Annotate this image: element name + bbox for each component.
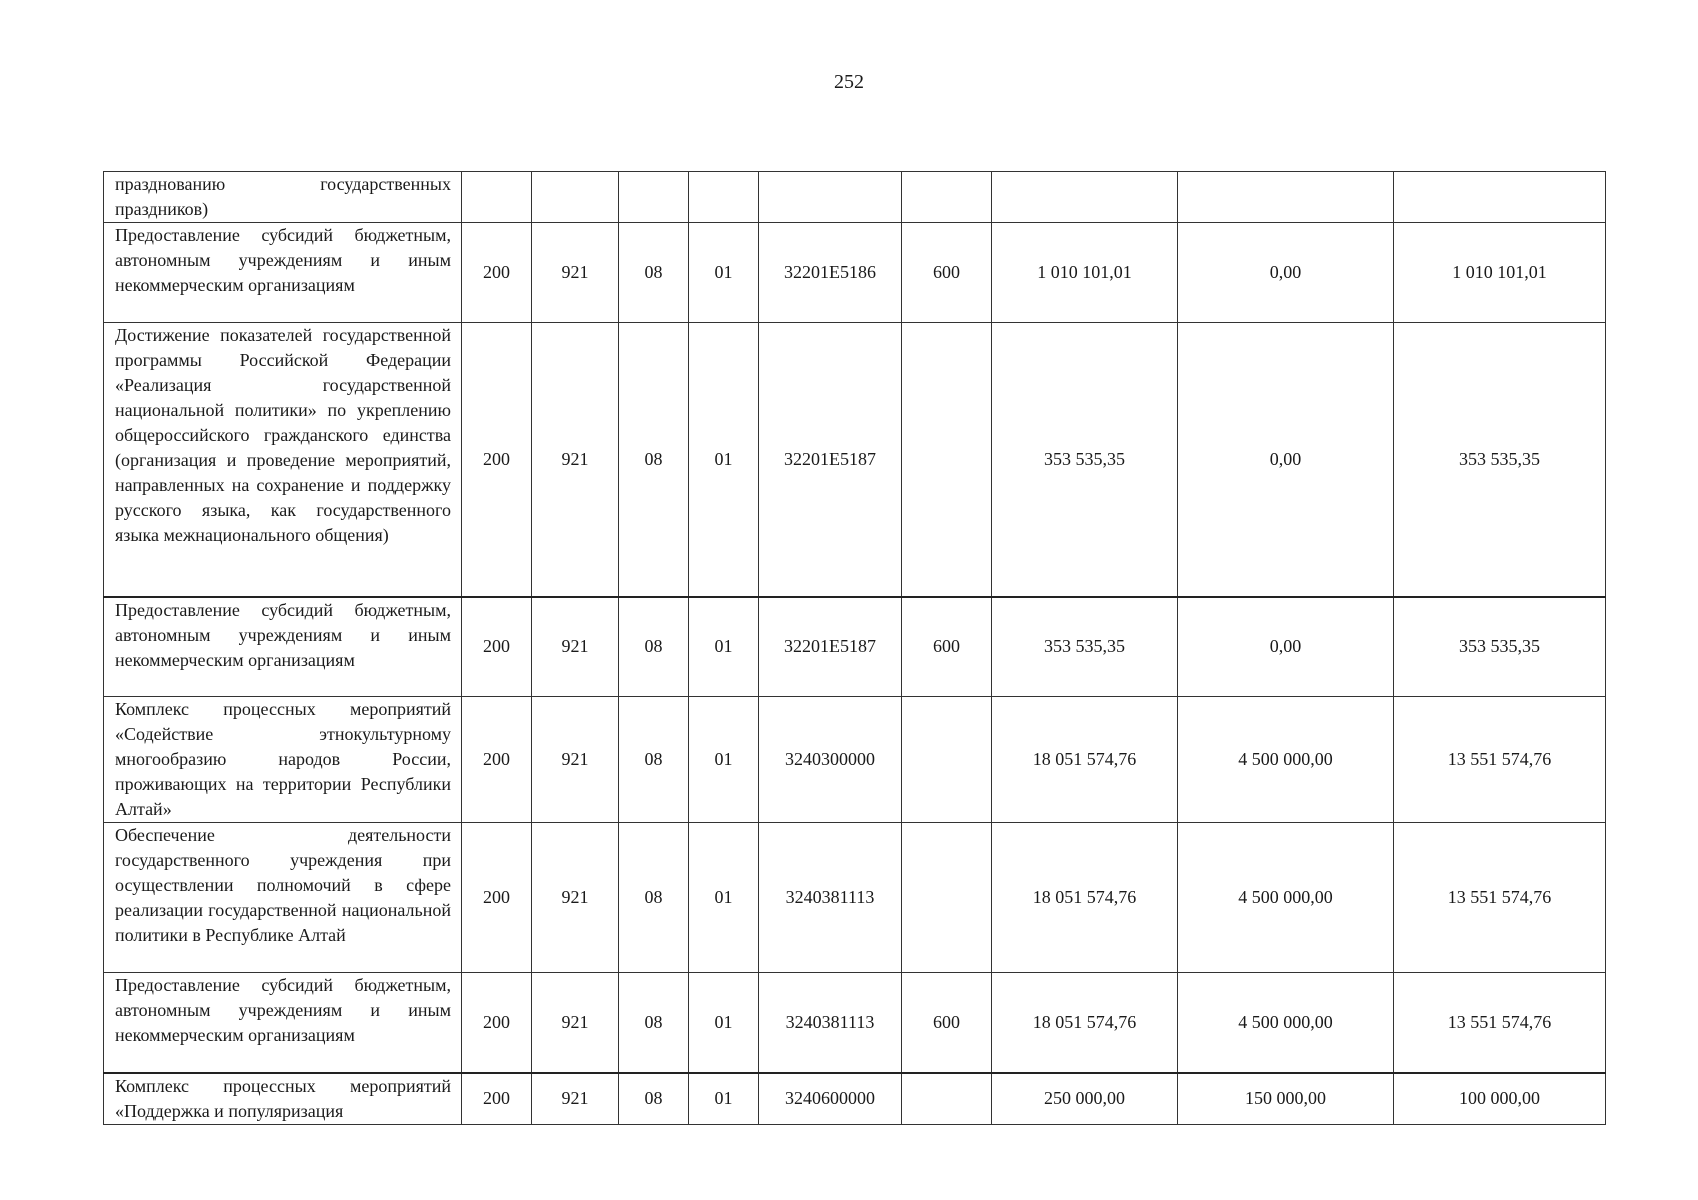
cell-gp: 200 <box>462 973 532 1073</box>
cell-csr: 3240381113 <box>759 823 902 973</box>
cell-grbs: 921 <box>532 973 619 1073</box>
cell-csr: 3240381113 <box>759 973 902 1073</box>
cell-vr: 600 <box>902 223 992 323</box>
table-row <box>104 973 1606 1073</box>
cell-federal: 0,00 <box>1178 597 1394 697</box>
cell-federal: 4 500 000,00 <box>1178 697 1394 823</box>
cell-csr <box>759 172 902 223</box>
cell-grbs: 921 <box>532 823 619 973</box>
table-row <box>104 172 1606 223</box>
row-description: празднованию государственных праздников) <box>104 172 462 223</box>
cell-rz: 08 <box>619 223 689 323</box>
cell-vr <box>902 823 992 973</box>
cell-grbs <box>532 172 619 223</box>
cell-rz <box>619 172 689 223</box>
cell-regional: 1 010 101,01 <box>1394 223 1606 323</box>
cell-csr: 32201E5187 <box>759 597 902 697</box>
cell-vr <box>902 172 992 223</box>
cell-pr: 01 <box>689 223 759 323</box>
cell-csr: 32201E5187 <box>759 323 902 597</box>
cell-pr <box>689 172 759 223</box>
row-description: Предоставление субсидий бюджетным, автономным учреждениям и иным некоммерческим организациям <box>104 597 462 697</box>
cell-grbs: 921 <box>532 323 619 597</box>
cell-gp: 200 <box>462 697 532 823</box>
cell-federal: 150 000,00 <box>1178 1073 1394 1125</box>
cell-rz: 08 <box>619 597 689 697</box>
row-description: Предоставление субсидий бюджетным, автономным учреждениям и иным некоммерческим организациям <box>104 973 462 1073</box>
cell-federal: 0,00 <box>1178 323 1394 597</box>
row-description: Комплекс процессных мероприятий «Содействие этнокультурному многообразию народов России, проживающих на территории Республики Алтай» <box>104 697 462 823</box>
cell-vr <box>902 323 992 597</box>
cell-regional: 13 551 574,76 <box>1394 973 1606 1073</box>
cell-vr: 600 <box>902 973 992 1073</box>
page-number: 252 <box>834 71 864 93</box>
cell-total: 18 051 574,76 <box>992 697 1178 823</box>
cell-federal: 0,00 <box>1178 223 1394 323</box>
cell-rz: 08 <box>619 323 689 597</box>
row-description: Обеспечение деятельности государственного учреждения при осуществлении полномочий в сфере реализации государственной национальной политики в Республике Алтай <box>104 823 462 973</box>
cell-pr: 01 <box>689 1073 759 1125</box>
cell-rz: 08 <box>619 697 689 823</box>
cell-total <box>992 172 1178 223</box>
cell-rz: 08 <box>619 973 689 1073</box>
cell-federal: 4 500 000,00 <box>1178 973 1394 1073</box>
cell-grbs: 921 <box>532 597 619 697</box>
table-row <box>104 1073 1606 1125</box>
cell-total: 353 535,35 <box>992 597 1178 697</box>
cell-rz: 08 <box>619 1073 689 1125</box>
cell-pr: 01 <box>689 323 759 597</box>
cell-csr: 3240300000 <box>759 697 902 823</box>
cell-vr <box>902 697 992 823</box>
cell-csr: 3240600000 <box>759 1073 902 1125</box>
table-row <box>104 323 1606 597</box>
cell-regional <box>1394 172 1606 223</box>
cell-regional: 13 551 574,76 <box>1394 697 1606 823</box>
cell-grbs: 921 <box>532 697 619 823</box>
budget-table <box>103 171 1606 1125</box>
cell-total: 353 535,35 <box>992 323 1178 597</box>
cell-total: 18 051 574,76 <box>992 973 1178 1073</box>
cell-federal <box>1178 172 1394 223</box>
cell-pr: 01 <box>689 823 759 973</box>
cell-pr: 01 <box>689 697 759 823</box>
row-description: Комплекс процессных мероприятий «Поддержка и популяризация <box>104 1073 462 1125</box>
table-row <box>104 597 1606 697</box>
row-description: Предоставление субсидий бюджетным, автономным учреждениям и иным некоммерческим организациям <box>104 223 462 323</box>
table-row <box>104 823 1606 973</box>
cell-vr: 600 <box>902 597 992 697</box>
table-row <box>104 697 1606 823</box>
cell-total: 250 000,00 <box>992 1073 1178 1125</box>
cell-gp: 200 <box>462 323 532 597</box>
cell-total: 18 051 574,76 <box>992 823 1178 973</box>
cell-regional: 100 000,00 <box>1394 1073 1606 1125</box>
cell-grbs: 921 <box>532 1073 619 1125</box>
cell-gp: 200 <box>462 597 532 697</box>
cell-federal: 4 500 000,00 <box>1178 823 1394 973</box>
cell-vr <box>902 1073 992 1125</box>
cell-pr: 01 <box>689 973 759 1073</box>
cell-total: 1 010 101,01 <box>992 223 1178 323</box>
cell-gp: 200 <box>462 223 532 323</box>
cell-rz: 08 <box>619 823 689 973</box>
cell-pr: 01 <box>689 597 759 697</box>
cell-regional: 13 551 574,76 <box>1394 823 1606 973</box>
table-row <box>104 223 1606 323</box>
cell-grbs: 921 <box>532 223 619 323</box>
cell-gp: 200 <box>462 823 532 973</box>
cell-regional: 353 535,35 <box>1394 323 1606 597</box>
cell-gp: 200 <box>462 1073 532 1125</box>
cell-gp <box>462 172 532 223</box>
cell-regional: 353 535,35 <box>1394 597 1606 697</box>
cell-csr: 32201E5186 <box>759 223 902 323</box>
row-description: Достижение показателей государственной программы Российской Федерации «Реализация государственной национальной политики» по укреплению общероссийского гражданского единства (организация и проведение мероприятий, направленных на сохранение и поддержку русского языка, как государственного языка межнационального общения) <box>104 323 462 597</box>
